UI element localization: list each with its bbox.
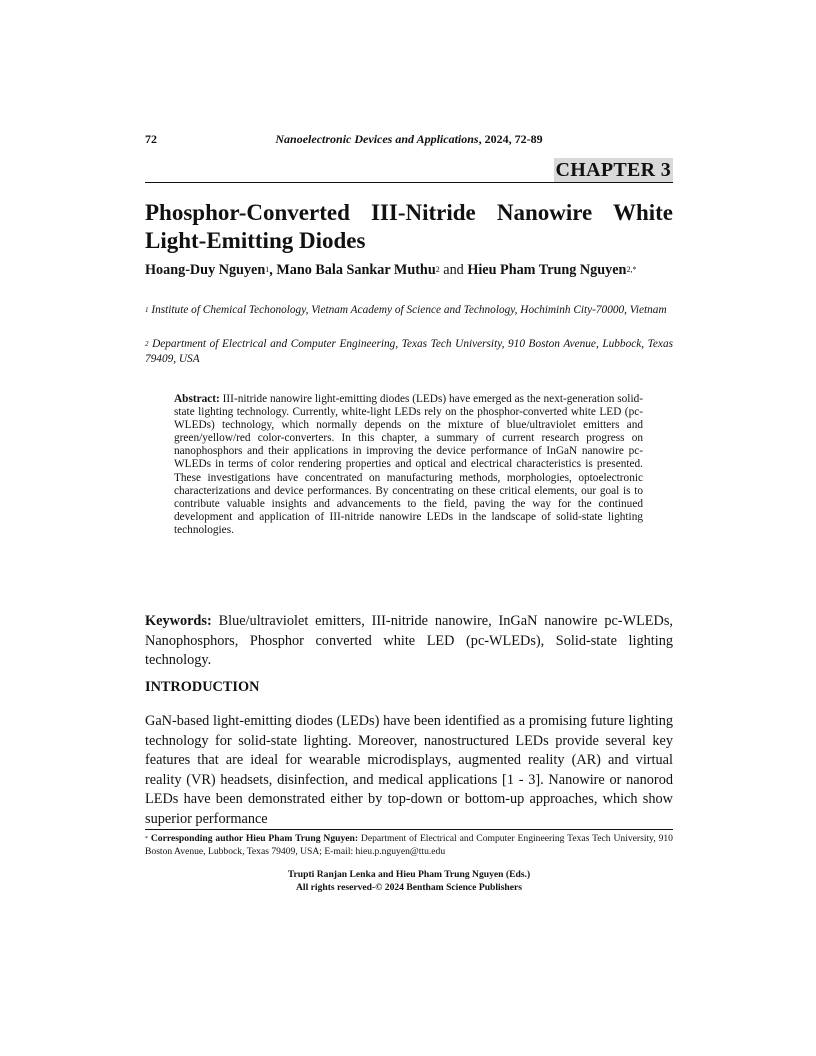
header-rule xyxy=(145,182,673,183)
author-separator: , xyxy=(269,262,277,278)
keywords-text: Blue/ultraviolet emitters, III-nitride nanowire, InGaN nanowire pc-WLEDs, Nanophosphors, Phosphor converted white LED (pc-WLEDs), Solid-state lighting technology. xyxy=(145,613,673,668)
paper-title: Phosphor-Converted III-Nitride Nanowire White Light-Emitting Diodes xyxy=(145,200,673,253)
chapter-label xyxy=(145,158,673,182)
affiliation xyxy=(145,337,673,367)
affiliation-mark: 2 xyxy=(145,340,149,348)
author-separator: and xyxy=(439,262,468,278)
keywords xyxy=(145,612,673,671)
footnote-rule xyxy=(145,829,673,830)
section-heading: INTRODUCTION xyxy=(145,679,260,695)
author-affiliation-mark: 2 xyxy=(435,265,440,274)
rights-line: All rights reserved-© 2024 Bentham Science Publishers xyxy=(295,881,523,893)
running-head xyxy=(145,132,673,148)
author-name: Hieu Pham Trung Nguyen xyxy=(467,262,627,278)
publisher-info xyxy=(145,869,673,894)
journal-details: , 2024, 72-89 xyxy=(478,132,543,146)
introduction-paragraph: GaN-based light-emitting diodes (LEDs) have been identified as a promising future lighting technology for solid-state lighting. Moreover, nanostructured LEDs provide several key features that are ideal for wearable microdisplays, augmented reality (AR) and virtual reality (VR) headsets, disinfection, and medical applications [1 - 3]. Nanowire or nanorod LEDs have been demonstrated either by top-down or bottom-up approaches, which show superior performance xyxy=(145,713,673,827)
author-name: Mano Bala Sankar Muthu xyxy=(276,262,436,278)
affiliation-text: Department of Electrical and Computer Engineering, Texas Tech University, 910 Boston Avenue, Lubbock, Texas 79409, USA xyxy=(145,338,673,365)
footnote xyxy=(145,833,673,858)
affiliation xyxy=(145,303,673,318)
author-name: Hoang-Duy Nguyen xyxy=(145,262,266,278)
journal-citation xyxy=(145,132,673,147)
page-number: 72 xyxy=(145,132,157,146)
chapter-label-text: CHAPTER 3 xyxy=(555,159,671,181)
author-affiliation-mark: 1 xyxy=(265,265,270,274)
abstract-text: III-nitride nanowire light-emitting diodes (LEDs) have emerged as the next-generation solid-state lighting technology. Currently, white-light LEDs rely on the phosphor-converted white LED (pc-WLEDs) technology, which normally depends on the mixture of blue/ultraviolet emitters and green/yellow/red color-converters. In this chapter, a summary of current research progress on nanophosphors and their applications in improving the device performance of InGaN nanowire pc-WLEDs in terms of color rendering properties and optical and electrical characteristics is presented. These investigations have concentrated on manufacturing methods, morphologies, optoelectronic characterizations and device performances. By concentrating on these critical elements, our goal is to contribute valuable insights and advancements to the field, paving the way for the continued development and application of III-nitride nanowire LEDs in the landscape of solid-state lighting technologies. xyxy=(174,393,643,536)
journal-name: Nanoelectronic Devices and Applications xyxy=(275,132,479,146)
abstract xyxy=(174,393,643,537)
author-list xyxy=(145,261,673,280)
footnote-label: Corresponding author Hieu Pham Trung Nguyen: xyxy=(150,833,359,844)
author-affiliation-mark: 2,* xyxy=(626,265,637,274)
affiliation-mark: 1 xyxy=(145,306,149,314)
abstract-label: Abstract: xyxy=(174,393,220,405)
footnote-mark: * xyxy=(145,836,148,842)
editors-line: Trupti Ranjan Lenka and Hieu Pham Trung Nguyen (Eds.) xyxy=(287,869,531,880)
footnote-text: Department of Electrical and Computer Engineering Texas Tech University, 910 Boston Avenue, Lubbock, Texas 79409, USA; E-mail: hieu.p.nguyen@ttu.edu xyxy=(145,833,673,857)
keywords-label: Keywords: xyxy=(145,613,212,629)
affiliation-text: Institute of Chemical Techonology, Vietnam Academy of Science and Technology, Hochiminh City-70000, Vietnam xyxy=(151,304,667,316)
